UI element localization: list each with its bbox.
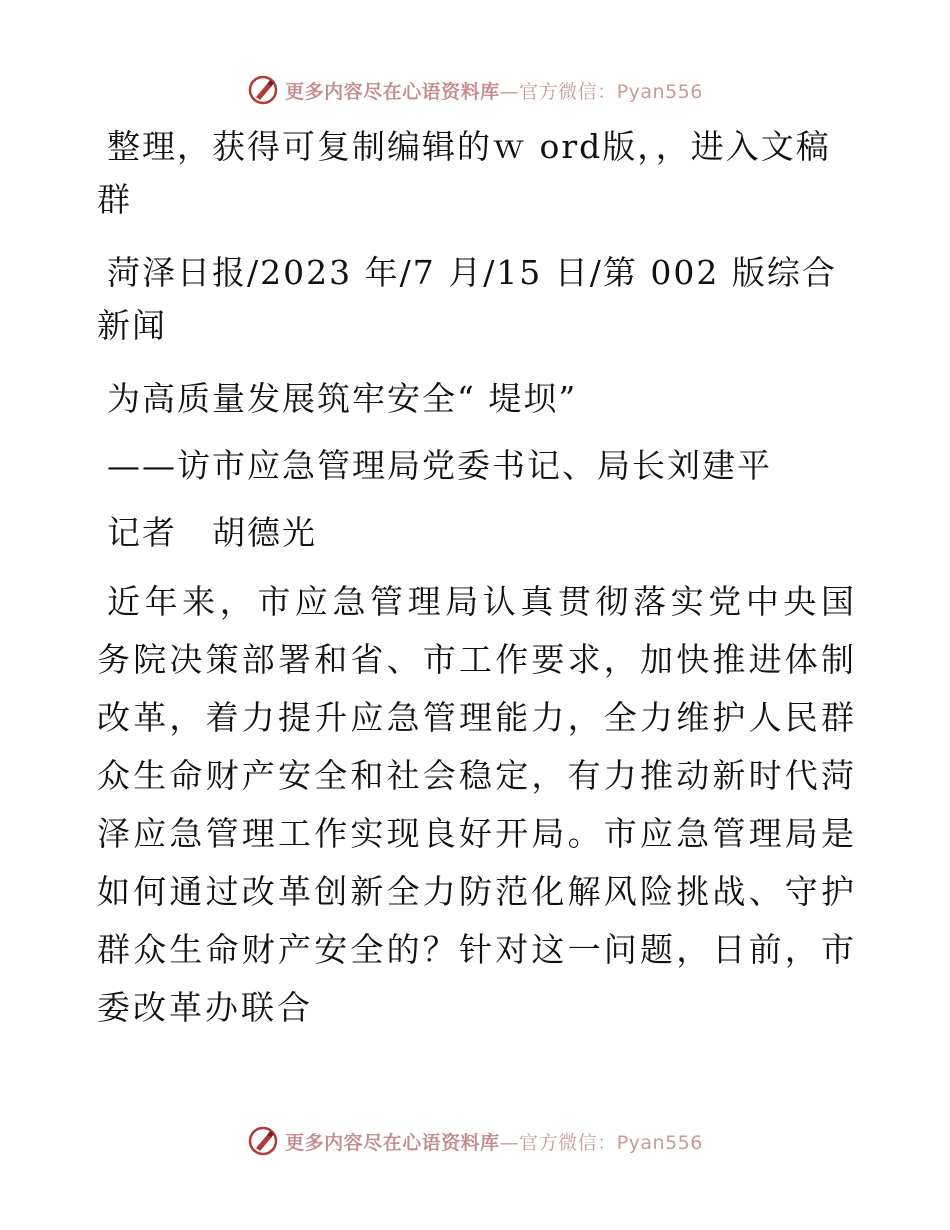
article-subtitle: ——访市应急管理局党委书记、局长刘建平 [107, 446, 772, 485]
watermark-main-text: 更多内容尽在心语资料库 [285, 1131, 500, 1154]
header-watermark [0, 70, 950, 110]
watermark-sub-text: 官方微信： [519, 80, 617, 103]
watermark-handle: Pyan556 [616, 1131, 703, 1154]
watermark-handle: Pyan556 [616, 80, 703, 103]
intro-line: 整理，获得可复制编辑的ｗ ord版，，进入文稿群 [97, 127, 831, 219]
watermark-sub-text: 官方微信： [519, 1131, 617, 1154]
watermark-separator: — [499, 80, 520, 103]
article-title: 为高质量发展筑牢安全“ 堤坝” [107, 379, 578, 418]
watermark-text [285, 1128, 703, 1155]
article-paragraph: 近年来，市应急管理局认真贯彻落实党中央国务院决策部署和省、市工作要求，加快推进体制改革，着力提升应急管理能力，全力维护人民群众生命财产安全和社会稳定，有力推动新时代菏泽应急管理工作实现良好开局。市应急管理局是如何通过改革创新全力防范化解风险挑战、守护群众生命财产安全的？针对这一问题，日前，市委改革办联合 [97, 582, 857, 1027]
document-body [97, 120, 857, 1037]
source-line: 菏泽日报/2023 年/7 月/15 日/第 002 版综合新闻 [97, 253, 837, 345]
watermark-separator: — [499, 1131, 520, 1154]
pen-nib-logo-icon [247, 1125, 279, 1157]
footer-watermark [0, 1121, 950, 1161]
watermark-main-text: 更多内容尽在心语资料库 [285, 80, 500, 103]
byline: 记者 胡德光 [107, 513, 317, 552]
pen-nib-logo-icon [247, 74, 279, 106]
watermark-text [285, 77, 703, 104]
